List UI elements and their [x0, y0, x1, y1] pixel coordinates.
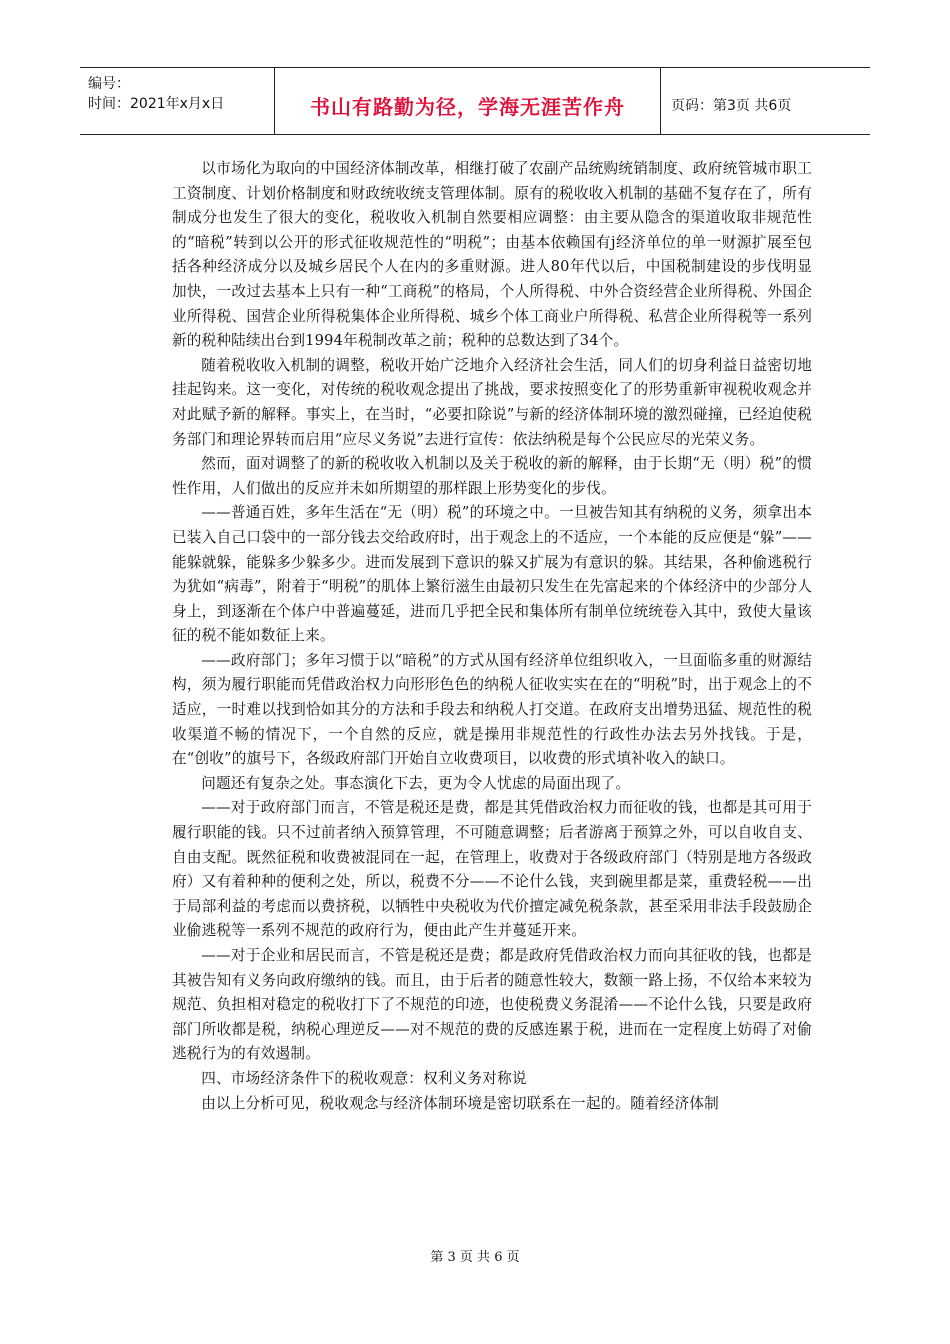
- paragraph: 由以上分析可见，税收观念与经济体制环境是密切联系在一起的。随着经济体制: [201, 1094, 719, 1112]
- paragraph: ——政府部门；多年习惯于以“暗税”的方式从国有经济单位组织收入，一旦面临多重的财源结构，须为履行职能而凭借政治权力向形形色色的纳税人征收实实在在的“明税”时，出于观念上的不适应，一时难以找到恰如其分的方法和手段去和纳税人打交道。在政府支出增势迅猛、规范性的税收渠道不畅的情况下，一个自然的反应，就是操用非规范性的行政性办法去另外找钱。于是，在“创收”的旗号下，各级政府部门开始自立收费项目，以收费的形式填补收入的缺口。: [172, 651, 812, 768]
- paragraph: 以市场化为取向的中国经济体制改革，相继打破了农副产品统购统销制度、政府统管城市职工工资制度、计划价格制度和财政统收统支管理体制。原有的税收收入机制的基础不复存在了，所有制成分也发生了很大的变化，税收收入机制自然要相应调整：由主要从隐含的渠道收取非规范性的“暗税”转到以公开的形式征收规范性的“明税”；由基本依赖国有j经济单位的单一财源扩展至包括各种经济成分以及城乡居民个人在内的多重财源。进人80年代以后，中国税制建设的步伐明显加快，一改过去基本上只有一种“工商税”的格局，个人所得税、中外合资经营企业所得税、外国企业所得税、国营企业所得税集体企业所得税、城乡个体工商业户所得税、私营企业所得税等一系列新的税种陆续出台到1994年税制改革之前；税种的总数达到了34个。: [172, 160, 812, 350]
- header-motto-cell: [275, 68, 661, 134]
- body-text: [172, 157, 812, 1116]
- header-page-info: 页码：第3页 共6页: [671, 98, 792, 114]
- document-time-label: 时间：2021年x月x日: [88, 96, 225, 112]
- paragraph: 然而，面对调整了的新的税收收入机制以及关于税收的新的解释，由于长期“无（明）税”的惯性作用，人们做出的反应并未如所期望的那样跟上形势变化的步伐。: [172, 455, 812, 497]
- header-motto: 书山有路勤为径，学海无涯苦作舟: [310, 94, 625, 119]
- paragraph: ——普通百姓，多年生活在“无（明）税”的环境之中。一旦被告知其有纳税的义务，须拿出本已装入自己口袋中的一部分钱去交给政府时，出于观念上的不适应，一个本能的反应便是“躲”——能躲就躲，能躲多少躲多少。进而发展到下意识的躲又扩展为有意识的躲。其结果，各种偷逃税行为犹如“病毒”，附着于“明税”的肌体上繁衍滋生由最初只发生在先富起来的个体经济中的少部分人身上，到逐渐在个体户中普遍蔓延，进而几乎把全民和集体所有制单位统统卷入其中，致使大量该征的税不能如数征上来。: [172, 504, 812, 645]
- page-header: [80, 67, 870, 135]
- page-footer: [0, 1246, 950, 1265]
- section-heading: 四、市场经济条件下的税收观意：权利义务对称说: [201, 1069, 527, 1087]
- paragraph: ——对于政府部门而言，不管是税还是费，都是其凭借政治权力而征收的钱，也都是其可用于履行职能的钱。只不过前者纳入预算管理，不可随意调整；后者游离于预算之外，可以自收自支、自由支配。既然征税和收费被混同在一起，在管理上，收费对于各级政府部门（特别是地方各级政府）又有着种种的便利之处，所以，税费不分——不论什么钱，夹到碗里都是菜，重费轻税——出于局部利益的考虑而以费挤税，以牺牲中央税收为代价擅定减免税条款，甚至采用非法手段鼓励企业偷逃税等一系列不规范的政府行为，便由此产生并蔓延开来。: [172, 799, 812, 940]
- document-number-label: 编号：: [88, 76, 130, 92]
- paragraph: 问题还有复杂之处。事态演化下去，更为令人忧虑的局面出现了。: [201, 774, 631, 792]
- paragraph: 随着税收收入机制的调整，税收开始广泛地介入经济社会生活，同人们的切身利益日益密切地挂起钩来。这一变化，对传统的税收观念提出了挑战，要求按照变化了的形势重新审视税收观念并对此赋予新的解释。事实上，在当时，“必要扣除说”与新的经济体制环境的激烈碰撞，已经迫使税务部门和理论界转而启用“应尽义务说”去进行宣传：依法纳税是每个公民应尽的光荣义务。: [172, 356, 812, 448]
- paragraph: ——对于企业和居民而言，不管是税还是费；都是政府凭借政治权力而向其征收的钱，也都是其被告知有义务向政府缴纳的钱。而且，由于后者的随意性较大，数额一路上扬，不仅给本来较为规范、负担相对稳定的税收打下了不规范的印迹，也使税费义务混淆——不论什么钱，只要是政府部门所收都是税，纳税心理逆反——对不规范的费的反感连累于税，进而在一定程度上妨碍了对偷逃税行为的有效遏制。: [172, 947, 812, 1063]
- header-info-cell: [80, 68, 275, 134]
- footer-page-number: 第 3 页 共 6 页: [430, 1250, 520, 1265]
- header-page-cell: [661, 68, 870, 134]
